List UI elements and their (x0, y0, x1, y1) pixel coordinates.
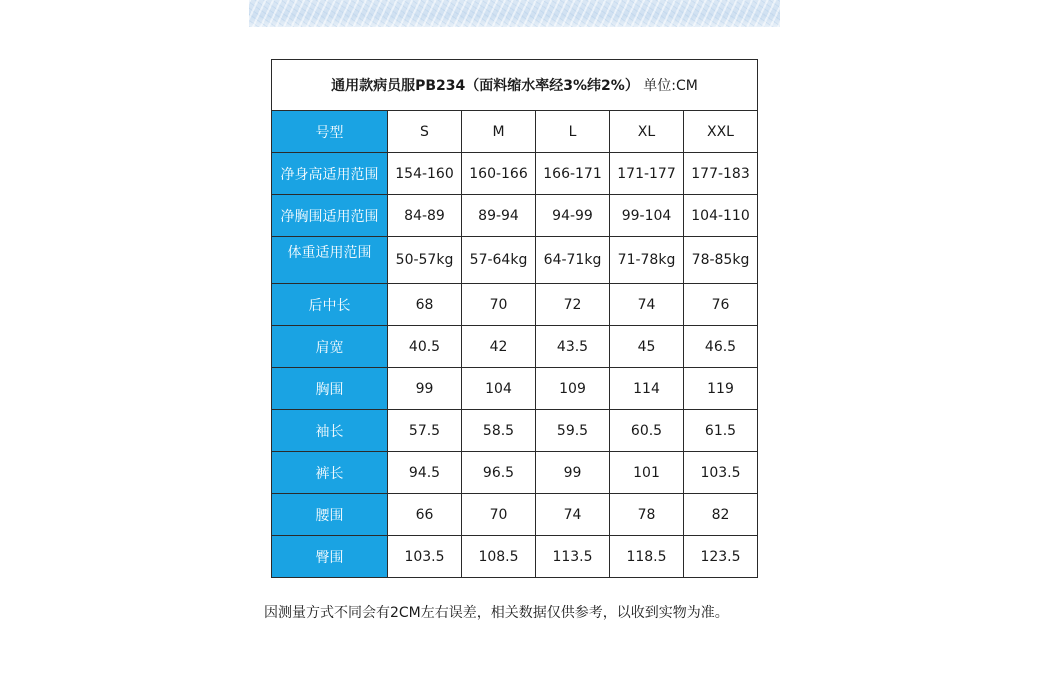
table-cell: 74 (536, 494, 610, 536)
table-row (272, 368, 758, 410)
table-title-main: 通用款病员服PB234（面料缩水率经3%纬2%） (331, 78, 639, 94)
table-cell: 89-94 (462, 195, 536, 237)
row-label: 胸围 (272, 368, 388, 410)
table-cell: 50-57kg (388, 237, 462, 284)
table-cell: 99 (536, 452, 610, 494)
table-cell: 43.5 (536, 326, 610, 368)
table-cell: 76 (684, 284, 758, 326)
row-label: 后中长 (272, 284, 388, 326)
table-title-row (272, 60, 758, 111)
table-row (272, 410, 758, 452)
size-header-row (272, 111, 758, 153)
table-row (272, 452, 758, 494)
table-cell: 46.5 (684, 326, 758, 368)
table-cell: 166-171 (536, 153, 610, 195)
table-cell: 118.5 (610, 536, 684, 578)
table-cell: 78 (610, 494, 684, 536)
table-cell: 64-71kg (536, 237, 610, 284)
table-cell: 119 (684, 368, 758, 410)
table-cell: 160-166 (462, 153, 536, 195)
table-cell: 114 (610, 368, 684, 410)
table-cell: 59.5 (536, 410, 610, 452)
table-cell: 42 (462, 326, 536, 368)
table-cell: 94-99 (536, 195, 610, 237)
table-cell: 154-160 (388, 153, 462, 195)
size-header-m: M (462, 111, 536, 153)
table-row (272, 153, 758, 195)
table-cell: 99 (388, 368, 462, 410)
table-cell: 101 (610, 452, 684, 494)
size-header-xxl: XXL (684, 111, 758, 153)
table-cell: 60.5 (610, 410, 684, 452)
size-header-label: 号型 (272, 111, 388, 153)
table-cell: 84-89 (388, 195, 462, 237)
table-title (272, 60, 758, 111)
row-label: 净胸围适用范围 (272, 195, 388, 237)
table-cell: 74 (610, 284, 684, 326)
row-label: 腰围 (272, 494, 388, 536)
table-cell: 61.5 (684, 410, 758, 452)
table-cell: 103.5 (388, 536, 462, 578)
table-cell: 171-177 (610, 153, 684, 195)
table-cell: 72 (536, 284, 610, 326)
table-row (272, 536, 758, 578)
table-row (272, 326, 758, 368)
table-cell: 99-104 (610, 195, 684, 237)
table-row (272, 237, 758, 284)
row-label: 净身高适用范围 (272, 153, 388, 195)
table-cell: 45 (610, 326, 684, 368)
table-cell: 113.5 (536, 536, 610, 578)
table-cell: 57.5 (388, 410, 462, 452)
row-label: 肩宽 (272, 326, 388, 368)
table-cell: 96.5 (462, 452, 536, 494)
size-header-l: L (536, 111, 610, 153)
table-cell: 94.5 (388, 452, 462, 494)
table-cell: 66 (388, 494, 462, 536)
table-cell: 78-85kg (684, 237, 758, 284)
row-label: 裤长 (272, 452, 388, 494)
table-cell: 103.5 (684, 452, 758, 494)
row-label: 臀围 (272, 536, 388, 578)
table-cell: 109 (536, 368, 610, 410)
table-cell: 71-78kg (610, 237, 684, 284)
table-cell: 104-110 (684, 195, 758, 237)
table-cell: 123.5 (684, 536, 758, 578)
table-cell: 82 (684, 494, 758, 536)
size-header-xl: XL (610, 111, 684, 153)
table-cell: 57-64kg (462, 237, 536, 284)
size-header-s: S (388, 111, 462, 153)
table-cell: 108.5 (462, 536, 536, 578)
row-label: 袖长 (272, 410, 388, 452)
table-cell: 177-183 (684, 153, 758, 195)
table-cell: 58.5 (462, 410, 536, 452)
table-row (272, 284, 758, 326)
table-row (272, 195, 758, 237)
size-chart-table (271, 59, 758, 578)
table-cell: 70 (462, 284, 536, 326)
measurement-note: 因测量方式不同会有2CM左右误差，相关数据仅供参考，以收到实物为准。 (264, 605, 729, 621)
table-cell: 40.5 (388, 326, 462, 368)
table-cell: 70 (462, 494, 536, 536)
table-row (272, 494, 758, 536)
table-title-unit: 单位:CM (638, 78, 698, 94)
top-banner-image (249, 0, 780, 27)
row-label: 体重适用范围 (272, 237, 388, 284)
table-cell: 68 (388, 284, 462, 326)
table-cell: 104 (462, 368, 536, 410)
